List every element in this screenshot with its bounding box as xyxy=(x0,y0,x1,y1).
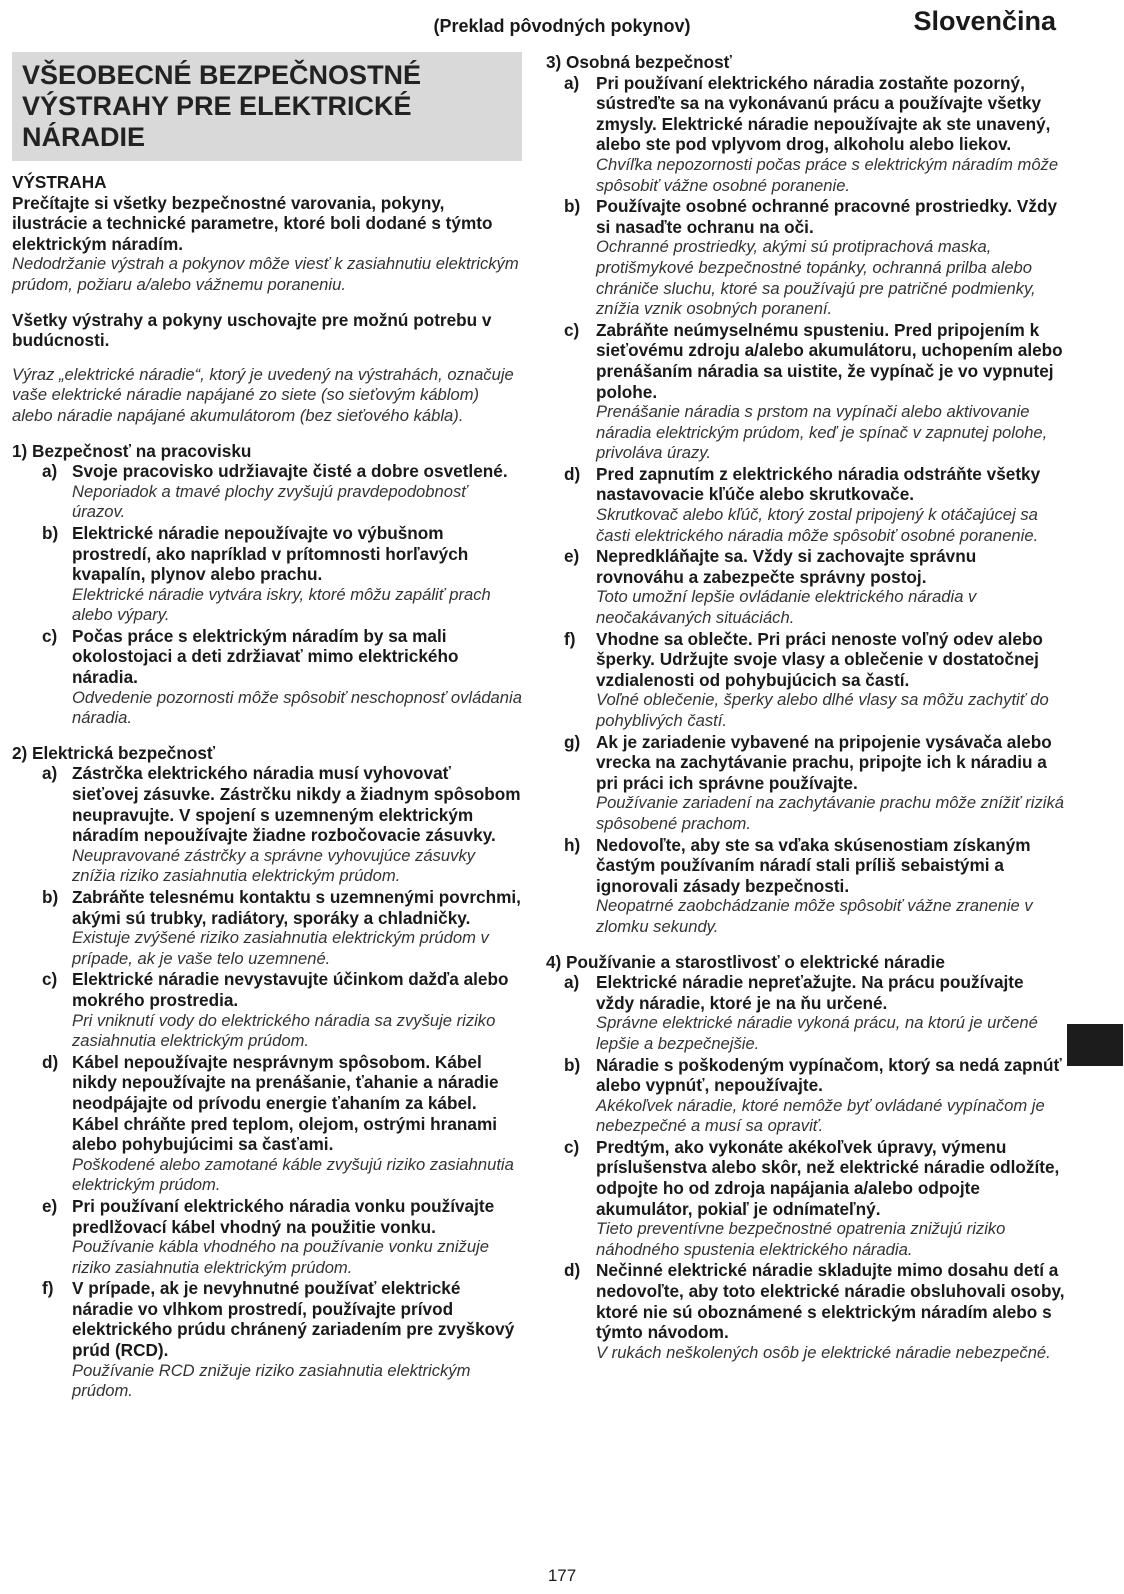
item-bold: Nepredkláňajte sa. Vždy si zachovajte správnu rovnováhu a zabezpečte správny postoj. xyxy=(596,546,977,587)
item-italic: Voľné oblečenie, šperky alebo dlhé vlasy sa môžu zachytiť do pohyblivých častí. xyxy=(596,690,1049,730)
right-column xyxy=(546,52,1066,1363)
item-label: b) xyxy=(42,522,59,543)
item-italic: Tieto preventívne bezpečnostné opatrenia znižujú riziko náhodného spustenia elektrického náradia. xyxy=(596,1219,1006,1259)
item-italic: Existuje zvýšené riziko zasiahnutia elektrickým prúdom v prípade, ak je vaše telo uzemnené. xyxy=(72,928,489,968)
item-italic: Ochranné prostriedky, akými sú protiprachová maska, protišmykové bezpečnostné topánky, ochranná prilba alebo chrániče sluchu, ktoré sa používajú pre patričné podmienky, znížia vznik osobných poranení. xyxy=(596,237,1036,319)
item-label: a) xyxy=(42,461,58,482)
item-italic: Poškodené alebo zamotané káble zvyšujú riziko zasiahnutia elektrickým prúdom. xyxy=(72,1154,514,1195)
title-line-2: VÝSTRAHY PRE ELEKTRICKÉ xyxy=(22,91,412,121)
keep-instructions: Všetky výstrahy a pokyny uschovajte pre možnú potrebu v budúcnosti. xyxy=(12,309,492,351)
item-bold: Náradie s poškodeným vypínačom, ktorý sa nedá zapnúť alebo vypnúť, nepoužívajte. xyxy=(596,1054,1062,1096)
item-italic: Elektrické náradie vytvára iskry, ktoré môžu zapáliť prach alebo výpary. xyxy=(72,584,491,625)
item-label: e) xyxy=(564,546,580,567)
item-bold: Zástrčka elektrického náradia musí vyhovovať sieťovej zásuvke. Zástrčku nikdy a žiadnym spôsobom neupravujte. V spojení s uzemneným elektrickým náradím nepoužívajte žiadne rozbočovacie zásuvky. xyxy=(72,763,521,846)
list-item xyxy=(12,763,522,887)
item-bold: Nedovoľte, aby ste sa vďaka skúsenostiam získaným častým používaním náradí stali príliš sebaistými a ignorovali zásady bezpečnosti. xyxy=(596,834,1031,896)
warning-label: VÝSTRAHA xyxy=(12,172,107,192)
header-language: Slovenčina xyxy=(913,6,1056,36)
item-label: b) xyxy=(42,887,59,907)
list-item xyxy=(12,969,522,1051)
list-item xyxy=(546,732,1066,835)
section-3 xyxy=(546,52,1066,938)
page-title xyxy=(12,52,522,161)
list-item xyxy=(12,523,522,626)
item-bold: Elektrické náradie nepoužívajte vo výbušnom prostredí, ako napríklad v prítomnosti horľavých kvapalín, plynov alebo prachu. xyxy=(72,522,469,585)
item-italic: Neopatrné zaobchádzanie môže spôsobiť vážne zranenie v zlomku sekundy. xyxy=(596,896,1033,936)
item-label: e) xyxy=(42,1195,58,1216)
item-bold: Kábel nepoužívajte nesprávnym spôsobom. Kábel nikdy nepoužívajte na prenášanie, ťahanie a náradie neodpájajte od prívodu energie ťahaním za kábel. Kábel chráňte pred teplom, olejom, ostrými hranami alebo pohybujúcimi sa časťami. xyxy=(72,1051,499,1155)
section-4 xyxy=(546,952,1066,1364)
item-bold: V prípade, ak je nevyhnutné používať elektrické náradie vo vlhkom prostredí, používajte prívod elektrického prúdu chránený zariadením pre zvyškový prúd (RCD). xyxy=(72,1278,515,1361)
left-column xyxy=(12,52,522,1402)
list-item xyxy=(12,1278,522,1402)
title-line-3: NÁRADIE xyxy=(22,122,146,152)
item-italic: Neupravované zástrčky a správne vyhovujúce zásuvky znížia riziko zasiahnutia elektrickým prúdom. xyxy=(72,845,476,886)
item-label: c) xyxy=(42,625,58,646)
item-bold: Svoje pracovisko udržiavajte čisté a dobre osvetlené. xyxy=(72,461,508,482)
language-thumb-tab xyxy=(1067,1024,1123,1066)
item-label: a) xyxy=(564,972,580,993)
list-item xyxy=(12,1052,522,1196)
item-italic: V rukách neškolených osôb je elektrické náradie nebezpečné. xyxy=(596,1342,1051,1362)
list-item xyxy=(12,887,522,969)
item-italic: Používanie RCD znižuje riziko zasiahnutia elektrickým prúdom. xyxy=(72,1360,471,1401)
section-2 xyxy=(12,743,522,1402)
item-label: g) xyxy=(564,731,581,752)
section-title: 4) Používanie a starostlivosť o elektrické náradie xyxy=(546,951,945,972)
item-label: a) xyxy=(564,72,580,93)
item-bold: Zabráňte telesnému kontaktu s uzemnenými povrchmi, akými sú trubky, radiátory, sporáky a chladničky. xyxy=(72,887,521,928)
item-bold: Elektrické náradie nepreťažujte. Na prácu používajte vždy náradie, ktoré je na ňu určené. xyxy=(596,972,1024,1013)
list-item xyxy=(546,546,1066,628)
item-italic: Skrutkovač alebo kľúč, ktorý zostal pripojený k otáčajúcej sa časti elektrického náradia môže spôsobiť osobné poranenie. xyxy=(596,505,1039,545)
section-title: 2) Elektrická bezpečnosť xyxy=(12,742,216,763)
section-title: 1) Bezpečnosť na pracovisku xyxy=(12,440,252,461)
item-italic: Chvíľka nepozornosti počas práce s elektrickým náradím môže spôsobiť vážne osobné poranenie. xyxy=(596,154,1059,195)
item-label: d) xyxy=(564,1260,581,1281)
list-item xyxy=(12,461,522,523)
item-label: b) xyxy=(564,1054,581,1075)
item-bold: Pri používaní elektrického náradia vonku používajte predlžovací kábel vhodný na použitie vonku. xyxy=(72,1195,495,1237)
title-line-1: VŠEOBECNÉ BEZPEČNOSTNÉ xyxy=(22,60,422,90)
item-italic: Správne elektrické náradie vykoná prácu, na ktorú je určené lepšie a bezpečnejšie. xyxy=(596,1013,1038,1053)
item-italic: Používanie kábla vhodného na používanie vonku znižuje riziko zasiahnutia elektrickým prúdom. xyxy=(72,1237,489,1277)
item-label: a) xyxy=(42,763,58,784)
item-italic: Akékoľvek náradie, ktoré nemôže byť ovládané vypínačom je nebezpečné a musí sa opraviť. xyxy=(596,1095,1045,1136)
item-bold: Počas práce s elektrickým náradím by sa mali okolostojaci a deti zdržiavať mimo elektrického náradia. xyxy=(72,625,459,688)
item-italic: Toto umožní lepšie ovládanie elektrického náradia v neočakávaných situáciách. xyxy=(596,587,977,628)
list-item xyxy=(546,972,1066,1054)
list-item xyxy=(546,629,1066,732)
item-bold: Nečinné elektrické náradie skladujte mimo dosahu detí a nedovoľte, aby toto elektrické náradie obsluhovali osoby, ktoré nie sú oboznámené s elektrickým náradím alebo s týmto návodom. xyxy=(596,1260,1065,1343)
item-label: c) xyxy=(42,969,58,990)
list-item xyxy=(12,1196,522,1278)
item-bold: Predtým, ako vykonáte akékoľvek úpravy, výmenu príslušenstva alebo skôr, než elektrické náradie odložíte, odpojte ho od zdroja napájania a/alebo odpojte akumulátor, pokiaľ je odnímateľný. xyxy=(596,1136,1060,1219)
list-item xyxy=(546,464,1066,546)
item-italic: Odvedenie pozornosti môže spôsobiť neschopnosť ovládania náradia. xyxy=(72,687,522,728)
page-number: 177 xyxy=(547,1566,577,1585)
item-label: c) xyxy=(564,1136,580,1157)
list-item xyxy=(546,320,1066,464)
item-label: f) xyxy=(42,1278,54,1299)
item-label: f) xyxy=(564,628,576,649)
section-title: 3) Osobná bezpečnosť xyxy=(546,52,732,72)
item-italic: Používanie zariadení na zachytávanie prachu môže znížiť riziká spôsobené prachom. xyxy=(596,793,1064,833)
list-item xyxy=(546,835,1066,938)
item-italic: Pri vniknutí vody do elektrického náradia sa zvyšuje riziko zasiahnutia elektrickým prúdom. xyxy=(72,1010,496,1051)
item-label: h) xyxy=(564,834,581,855)
list-item xyxy=(546,1055,1066,1137)
header-subtitle: (Preklad pôvodných pokynov) xyxy=(433,16,691,36)
item-label: c) xyxy=(564,319,580,340)
warning-text: Prečítajte si všetky bezpečnostné varovania, pokyny, ilustrácie a technické parametre, ktoré boli dodané s týmto elektrickým náradím. xyxy=(12,192,493,254)
item-label: b) xyxy=(564,196,581,217)
list-item xyxy=(546,1137,1066,1261)
item-bold: Vhodne sa oblečte. Pri práci nenoste voľný odev alebo šperky. Udržujte svoje vlasy a oblečenie v dostatočnej vzdialenosti od pohybujúcich sa častí. xyxy=(596,628,1043,690)
item-label: d) xyxy=(42,1051,59,1072)
item-bold: Zabráňte neúmyselnému spusteniu. Pred pripojením k sieťovému zdroju a/alebo akumulátoru, uchopením alebo prenášaním náradia sa uistite, že vypínač je vo vypnutej polohe. xyxy=(596,319,1063,402)
item-bold: Ak je zariadenie vybavené na pripojenie vysávača alebo vrecka na zachytávanie prachu, pripojte ich k náradiu a pri práci ich správne používajte. xyxy=(596,731,1052,793)
item-italic: Prenášanie náradia s prstom na vypínači alebo aktivovanie náradia elektrickým prúdom, keď je spínač v zapnutej polohe, privoláva úrazy. xyxy=(596,402,1048,463)
warning-italic: Nedodržanie výstrah a pokynov môže viesť k zasiahnutiu elektrickým prúdom, požiaru a/alebo vážnemu poraneniu. xyxy=(12,254,519,294)
item-bold: Pri používaní elektrického náradia zostaňte pozorný, sústreďte sa na vykonávanú prácu a používajte všetky zmysly. Elektrické náradie nepoužívajte ak ste unavený, alebo ste pod vplyvom drog, alkoholu alebo liekov. xyxy=(596,72,1051,155)
item-italic: Neporiadok a tmavé plochy zvyšujú pravdepodobnosť úrazov. xyxy=(72,481,468,522)
list-item xyxy=(546,73,1066,197)
item-bold: Používajte osobné ochranné pracovné prostriedky. Vždy si nasaďte ochranu na oči. xyxy=(596,196,1057,237)
definition-text: Výraz „elektrické náradie“, ktorý je uvedený na výstrahách, označuje vaše elektrické náradie napájané zo siete (so sieťovým káblom) alebo náradie napájané akumulátorom (bez sieťového kábla). xyxy=(12,364,514,425)
list-item xyxy=(546,1260,1066,1363)
item-bold: Pred zapnutím z elektrického náradia odstráňte všetky nastavovacie kľúče alebo skrutkovače. xyxy=(596,463,1041,505)
list-item xyxy=(546,196,1066,320)
list-item xyxy=(12,626,522,729)
item-bold: Elektrické náradie nevystavujte účinkom dažďa alebo mokrého prostredia. xyxy=(72,969,509,1010)
item-label: d) xyxy=(564,463,581,484)
section-1 xyxy=(12,441,522,729)
